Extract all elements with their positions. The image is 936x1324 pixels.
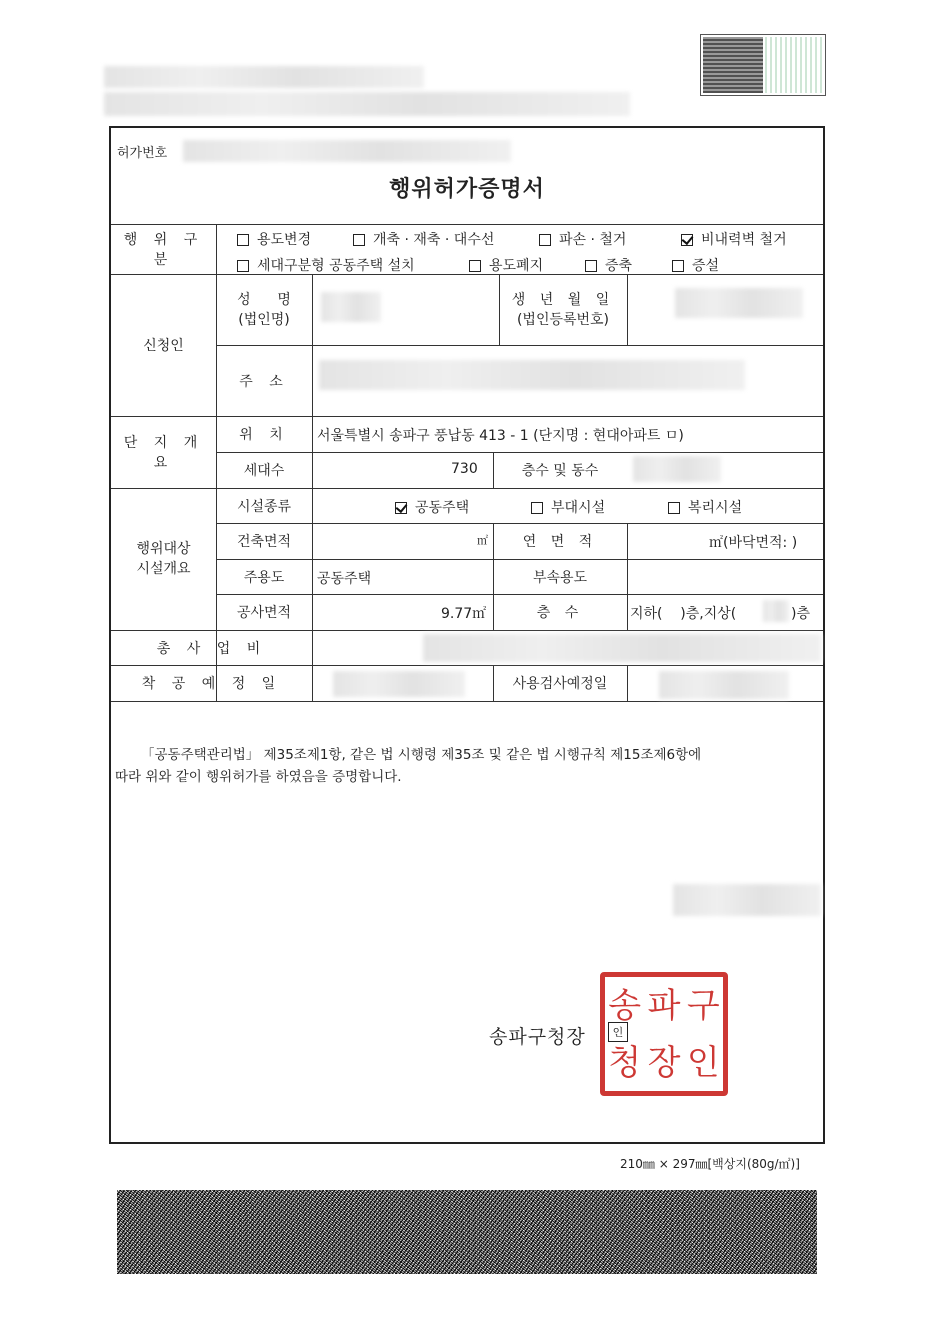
seal-char: 구	[686, 985, 720, 1026]
act-option-add-facility[interactable]: 증설	[672, 255, 719, 275]
issuer-name: 송파구청장	[489, 1026, 586, 1048]
name-label-cell: 성 명 (법인명)	[237, 291, 291, 328]
act-option-demolish[interactable]: 파손 · 철거	[539, 229, 626, 249]
act-option-change-use[interactable]: 용도변경	[237, 229, 311, 249]
act-option-abolish-use[interactable]: 용도폐지	[469, 255, 543, 275]
total-area-unit: ㎡(바닥면적: )	[709, 535, 798, 551]
redacted-inspection-date	[659, 671, 789, 699]
seal-char: 청	[608, 1042, 642, 1083]
work-area-value: 9.77㎡	[441, 606, 487, 622]
address-label: 주 소	[239, 373, 289, 390]
checkbox-icon[interactable]	[237, 234, 249, 246]
complex-label: 단 지 개 요	[123, 435, 204, 471]
redacted-permit-no	[183, 140, 511, 162]
facility-type-housing[interactable]: 공동주택	[395, 497, 469, 517]
redacted-total-cost	[423, 634, 821, 662]
permit-no-label: 허가번호	[117, 146, 168, 161]
checkbox-icon[interactable]	[585, 260, 597, 272]
seal-char: 인	[686, 1042, 720, 1083]
checkbox-icon[interactable]	[353, 234, 365, 246]
facility-floors-value-2: )층	[791, 606, 810, 622]
col-line	[216, 224, 217, 274]
seal-char: 파	[647, 985, 681, 1026]
main-use-value: 공동주택	[317, 571, 372, 587]
total-cost-label: 총 사 업 비	[156, 640, 267, 657]
checkbox-checked-icon[interactable]	[395, 502, 407, 514]
facility-type-welfare[interactable]: 복리시설	[668, 497, 742, 517]
barcode-image	[700, 34, 826, 96]
floors-buildings-label: 층수 및 동수	[521, 463, 599, 479]
building-area-unit: ㎡	[477, 534, 488, 547]
col-line	[627, 274, 628, 345]
checkbox-icon[interactable]	[531, 502, 543, 514]
redacted-floors-buildings	[633, 456, 721, 482]
facility-type-label: 시설종류	[236, 498, 292, 515]
seal-char: 송	[608, 985, 642, 1026]
building-area-label: 건축면적	[236, 534, 292, 550]
households-label: 세대수	[243, 463, 285, 479]
birth-label-cell: 생 년 월 일 (법인등록번호)	[511, 291, 615, 328]
checkbox-icon[interactable]	[672, 260, 684, 272]
applicant-label: 신청인	[143, 338, 184, 354]
start-date-label: 착 공 예 정 일	[141, 676, 282, 692]
form-title: 행위허가증명서	[389, 176, 545, 202]
location-label: 위 치	[239, 427, 289, 443]
redacted-address	[319, 360, 745, 390]
facility-type-auxiliary[interactable]: 부대시설	[531, 497, 605, 517]
checkbox-icon[interactable]	[237, 260, 249, 272]
statement-line-1: 「공동주택관리법」 제35조제1항, 같은 법 시행령 제35조 및 같은 법 시행규칙 제15조제6항에	[141, 747, 702, 763]
security-pattern-strip	[117, 1190, 817, 1274]
location-value: 서울특별시 송파구 풍납동 413 - 1 (단지명 : 현대아파트 ㅁ)	[317, 428, 684, 444]
paper-spec: 210㎜ × 297㎜[백상지(80g/㎡)]	[620, 1157, 800, 1171]
checkbox-icon[interactable]	[668, 502, 680, 514]
act-option-nonbearing-wall[interactable]: 비내력벽 철거	[681, 229, 787, 249]
col-line	[627, 523, 628, 630]
checkbox-icon[interactable]	[539, 234, 551, 246]
official-seal-stamp	[600, 972, 728, 1096]
col-line	[312, 630, 313, 701]
households-value: 730	[451, 461, 478, 477]
redacted-floors-above	[763, 600, 789, 622]
act-option-rebuild[interactable]: 개축 · 재축 · 대수선	[353, 229, 494, 249]
row-line	[111, 701, 823, 702]
redacted-name	[321, 292, 381, 322]
redacted-issue-date	[673, 884, 821, 916]
redacted-birth	[675, 288, 803, 318]
checkbox-checked-icon[interactable]	[681, 234, 693, 246]
inspection-date-label: 사용검사예정일	[512, 676, 608, 692]
act-type-label: 행 위 구 분	[123, 232, 204, 268]
seal-mark: 인	[608, 1022, 628, 1042]
redacted-start-date	[333, 671, 465, 697]
checkbox-icon[interactable]	[469, 260, 481, 272]
redacted-header-line-2	[104, 92, 630, 116]
act-option-split-household[interactable]: 세대구분형 공동주택 설치	[237, 255, 415, 275]
facility-floors-label: 층 수	[536, 605, 584, 621]
row-line	[111, 224, 823, 225]
redacted-header-line-1	[104, 66, 424, 88]
act-option-extension[interactable]: 증축	[585, 255, 632, 275]
sub-use-label: 부속용도	[532, 569, 588, 586]
work-area-label: 공사면적	[236, 605, 292, 621]
facility-floors-value-1: 지하( )층,지상(	[630, 606, 737, 622]
col-line	[627, 665, 628, 701]
col-line	[312, 274, 313, 630]
statement-line-2: 따라 위와 같이 행위허가를 하였음을 증명합니다.	[115, 769, 402, 785]
total-area-label: 연 면 적	[522, 534, 598, 550]
facility-label: 행위대상 시설개요	[136, 541, 191, 577]
seal-char: 장	[647, 1042, 681, 1083]
main-use-label: 주용도	[243, 569, 285, 586]
